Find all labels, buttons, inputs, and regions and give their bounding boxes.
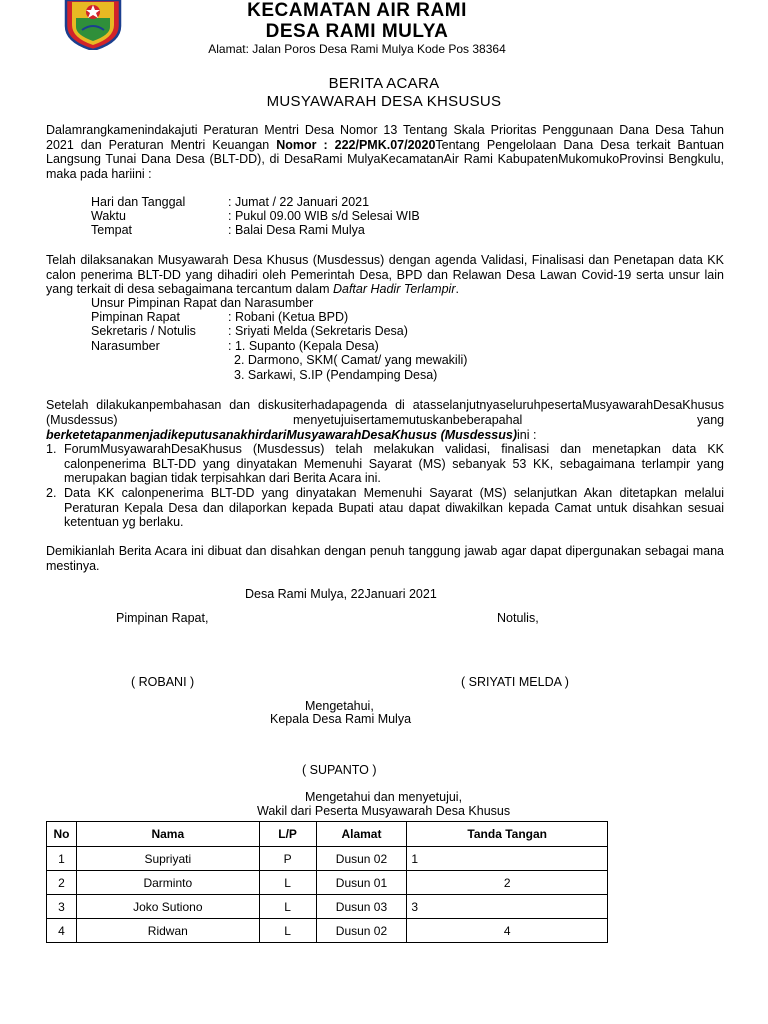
schedule-time-label: Waktu: [91, 209, 126, 223]
cell-signature: 3: [407, 895, 608, 919]
decision-intro-line2b: menyetujuisertamemutuskanbeberapahal: [293, 413, 523, 427]
speaker-value-3: 3. Sarkawi, S.IP (Pendamping Desa): [234, 368, 438, 382]
cell-signature: 4: [407, 919, 608, 943]
decision-intro-end: ini :: [516, 428, 537, 442]
cell-name: Ridwan: [76, 919, 259, 943]
decision-number-2: 2.: [46, 486, 57, 500]
intro-regulation-number: Nomor : 222/PMK.07/2020: [276, 137, 436, 152]
secretary-signature-title: Notulis,: [497, 611, 539, 625]
chair-signature-title: Pimpinan Rapat,: [116, 611, 209, 625]
schedule-date-label: Hari dan Tanggal: [91, 195, 186, 209]
cell-gender: P: [259, 847, 316, 871]
place-date: Desa Rami Mulya, 22Januari 2021: [245, 587, 437, 601]
intro-text: Dalamrangkamenindakajuti Peraturan Mentri Desa Nomor 13 Tentang Skala Prioritas Penggunaan Dana Desa Tahun 2021 dan Peraturan Mentri Keuangan: [46, 123, 724, 152]
participant-representatives-title: Wakil dari Peserta Musyawarah Desa Khusus: [257, 804, 511, 818]
speaker-value-1: : 1. Supanto (Kepala Desa): [228, 339, 379, 353]
col-header-name: Nama: [76, 822, 259, 847]
decision-intro-bold: berketetapanmenjadikeputusanakhirdariMusyawarahDesaKhusus (Musdessus): [46, 428, 517, 442]
approval-label: Mengetahui dan menyetujui,: [305, 790, 463, 804]
letterhead-address: Alamat: Jalan Poros Desa Rami Mulya Kode Pos 38364: [208, 42, 506, 56]
village-head-name: ( SUPANTO ): [302, 763, 377, 777]
decision-number-1: 1.: [46, 442, 57, 456]
cell-signature: 2: [407, 871, 608, 895]
chair-signature-name: ( ROBANI ): [131, 675, 195, 689]
meeting-text-end: .: [455, 282, 459, 296]
cell-address: Dusun 02: [316, 919, 407, 943]
secretary-label: Sekretaris / Notulis: [91, 324, 196, 338]
decision-intro-line2c: yang: [697, 413, 725, 427]
cell-gender: L: [259, 895, 316, 919]
village-head-title: Kepala Desa Rami Mulya: [270, 712, 412, 726]
intro-text-end: Tentang Pengelolaan Dana Desa terkait Bantuan Langsung Tunai Dana Desa (BLT-DD), di DesaRami MulyaKecamatanAir Rami KabupatenMukomukoProvinsi Bengkulu, maka pada hariini :: [46, 137, 724, 181]
decision-intro-line1: Setelah dilakukanpembahasan dan diskusiterhadapagenda di atasselanjutnyaseluruhpesertaMusyawarahDesaKhusus: [46, 398, 724, 412]
col-header-no: No: [47, 822, 77, 847]
table-row: [47, 847, 608, 871]
decision-text-1: ForumMusyawarahDesaKhusus (Musdessus) telah melakukan validasi, finalisasi dan menetapkan data KK calonpenerima BLT-DD yang dinyatakan Memenuhi Sayarat (MS) sebanyak 53 KK, sebagaimana terlampir yang merupakan bagian tidak terpisahkan dari Berita Acara ini.: [64, 442, 724, 485]
letterhead-subdistrict: KECAMATAN AIR RAMI: [247, 0, 467, 21]
cell-name: Darminto: [76, 871, 259, 895]
cell-address: Dusun 02: [316, 847, 407, 871]
cell-gender: L: [259, 919, 316, 943]
table-row: [47, 895, 608, 919]
cell-name: Joko Sutiono: [76, 895, 259, 919]
meeting-text: Telah dilaksanakan Musyawarah Desa Khusus (Musdessus) dengan agenda Validasi, Finalisasi dan Penetapan data KK calon penerima BLT-DD yang dihadiri oleh Pemerintah Desa, BPD dan Relawan Desa Lawan Covid-19 serta unsur lain yang terkait di desa sebagaimana tercantum dalam: [46, 253, 724, 296]
intro-paragraph: [46, 123, 724, 181]
schedule-place-label: Tempat: [91, 223, 132, 237]
participants-table: [46, 821, 608, 943]
cell-address: Dusun 03: [316, 895, 407, 919]
document-subtitle: MUSYAWARAH DESA KHSUSUS: [266, 93, 502, 110]
col-header-gender: L/P: [259, 822, 316, 847]
schedule-date-value: : Jumat / 22 Januari 2021: [228, 195, 370, 209]
cell-no: 2: [47, 871, 77, 895]
secretary-signature-name: ( SRIYATI MELDA ): [461, 675, 569, 689]
cell-address: Dusun 01: [316, 871, 407, 895]
col-header-address: Alamat: [316, 822, 407, 847]
cell-no: 4: [47, 919, 77, 943]
chair-value: : Robani (Ketua BPD): [228, 310, 349, 324]
attendance-reference: Daftar Hadir Terlampir: [332, 282, 456, 296]
col-header-signature: Tanda Tangan: [407, 822, 608, 847]
cell-gender: L: [259, 871, 316, 895]
cell-name: Supriyati: [76, 847, 259, 871]
table-row: [47, 871, 608, 895]
cell-signature: 1: [407, 847, 608, 871]
letterhead-village: DESA RAMI MULYA: [265, 21, 449, 42]
table-header-row: [47, 822, 608, 847]
decision-intro-line3: [46, 428, 536, 443]
decision-intro-line2a: (Musdessus): [46, 413, 118, 427]
meeting-paragraph: [46, 253, 724, 297]
schedule-place-value: : Balai Desa Rami Mulya: [228, 223, 365, 237]
table-row: [47, 919, 608, 943]
chair-label: Pimpinan Rapat: [91, 310, 180, 324]
schedule-time-value: : Pukul 09.00 WIB s/d Selesai WIB: [228, 209, 420, 223]
speaker-label: Narasumber: [91, 339, 160, 353]
cell-no: 1: [47, 847, 77, 871]
speaker-value-2: 2. Darmono, SKM( Camat/ yang mewakili): [234, 353, 468, 367]
decision-text-2: Data KK calonpenerima BLT-DD yang dinyatakan Memenuhi Sayarat (MS) selanjutkan Akan ditetapkan melalui Peraturan Kepala Desa dan dilaporkan kepada Bupati atau dapat diwakilkan kepada Camat untuk disahkan sesuai ketentuan yg berlaku.: [64, 486, 724, 529]
secretary-value: : Sriyati Melda (Sekretaris Desa): [228, 324, 408, 338]
cell-no: 3: [47, 895, 77, 919]
closing-paragraph: Demikianlah Berita Acara ini dibuat dan disahkan dengan penuh tanggung jawab agar dapat dipergunakan sebagai mana mestinya.: [46, 544, 724, 573]
acknowledged-label: Mengetahui,: [305, 699, 374, 713]
participants-heading: Unsur Pimpinan Rapat dan Narasumber: [91, 296, 314, 310]
document-title: BERITA ACARA: [328, 75, 440, 92]
